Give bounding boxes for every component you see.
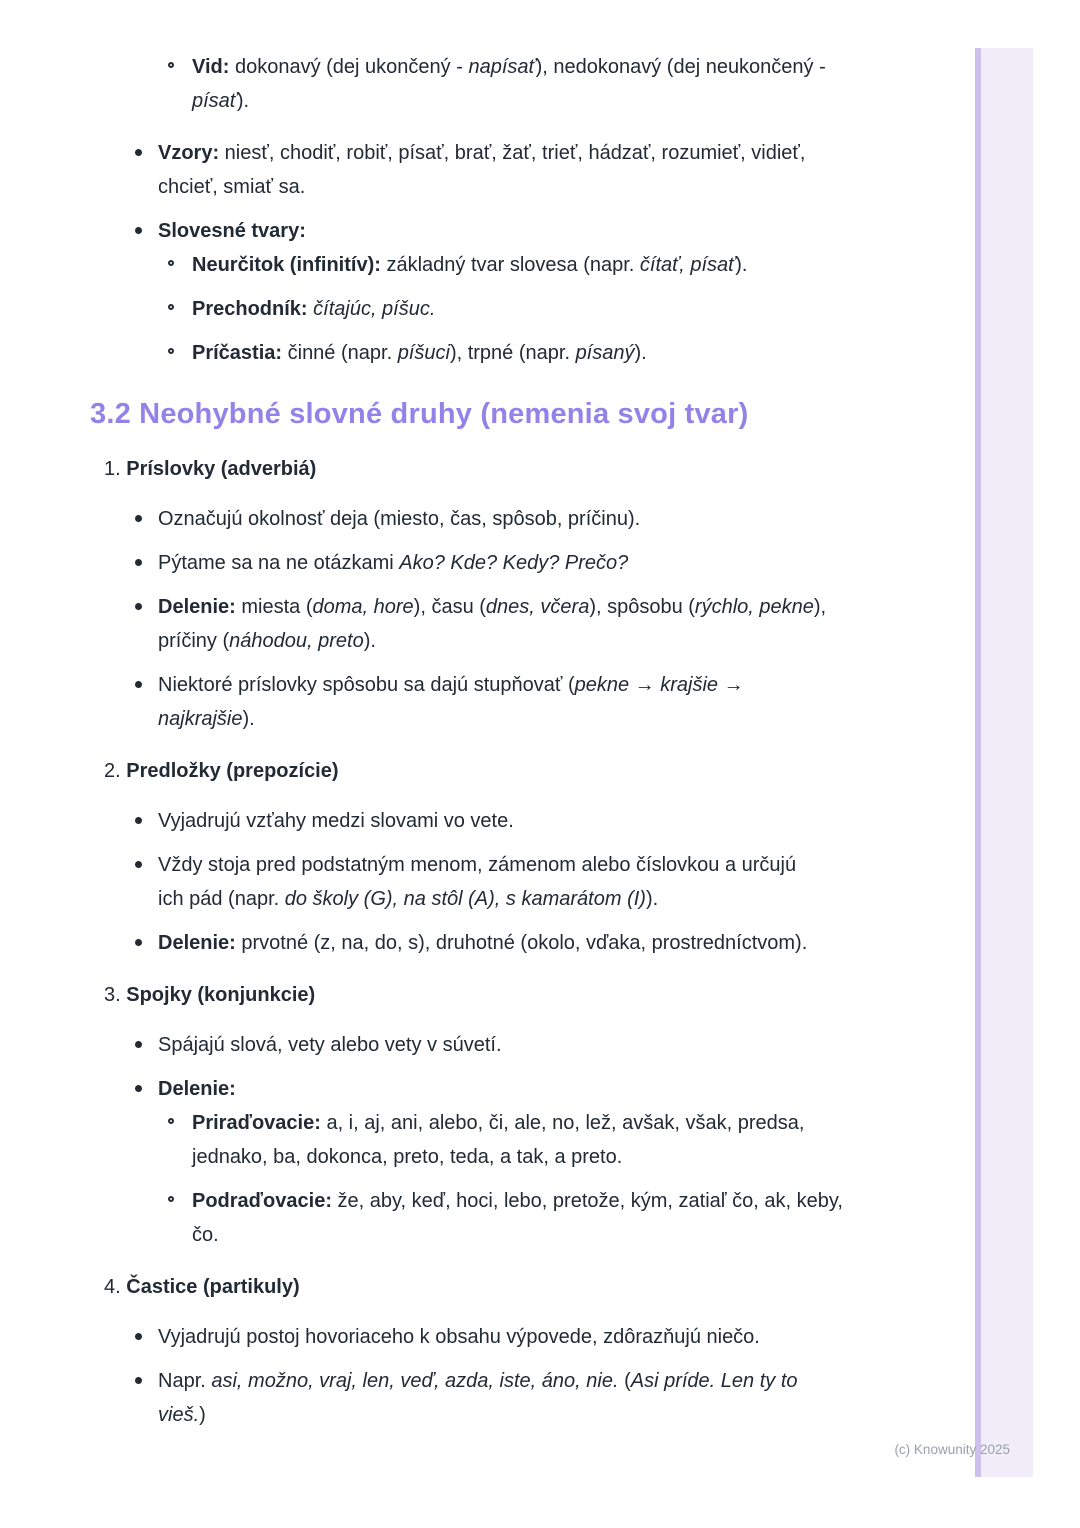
bullet-item bbox=[0, 546, 965, 580]
page-edge-stripe bbox=[975, 48, 981, 1477]
document-content bbox=[0, 50, 965, 1432]
text-segment: príčiny ( bbox=[158, 630, 230, 652]
text-segment: Vyjadrujú vzťahy medzi slovami vo vete. bbox=[158, 810, 514, 832]
numbered-heading-title: Predložky (prepozície) bbox=[126, 760, 339, 782]
text-segment: ich pád (napr. bbox=[158, 888, 285, 910]
disc-bullet-icon bbox=[135, 939, 142, 946]
text-segment: Spájajú slová, vety alebo vety v súvetí. bbox=[158, 1034, 502, 1056]
bullet-item bbox=[0, 136, 965, 204]
section-heading: 3.2 Neohybné slovné druhy (nemenia svoj tvar) bbox=[90, 398, 749, 430]
sub-bullet-item bbox=[0, 248, 965, 282]
text-segment: Napr. bbox=[158, 1370, 212, 1392]
bullet-item bbox=[0, 1028, 965, 1062]
text-segment: Pýtame sa na ne otázkami bbox=[158, 552, 400, 574]
disc-bullet-icon bbox=[135, 681, 142, 688]
text-segment: jednako, ba, dokonca, preto, teda, a tak, a preto. bbox=[192, 1146, 623, 1168]
text-segment: Príčastia: bbox=[192, 342, 283, 364]
text-segment: Niektoré príslovky spôsobu sa dajú stupňovať ( bbox=[158, 674, 575, 696]
circle-bullet-icon bbox=[168, 62, 174, 68]
text-segment: do školy (G), na stôl (A), s kamarátom (I) bbox=[284, 888, 646, 910]
circle-bullet-icon bbox=[168, 1196, 174, 1202]
bullet-item bbox=[0, 1320, 965, 1354]
text-segment: a, i, aj, ani, alebo, či, ale, no, lež, avšak, však, predsa, bbox=[320, 1112, 805, 1134]
text-segment: ) bbox=[199, 1404, 206, 1426]
text-segment: Vid: bbox=[192, 56, 230, 78]
text-segment: písať bbox=[192, 90, 237, 112]
text-segment: ). bbox=[363, 630, 376, 652]
circle-bullet-icon bbox=[168, 260, 174, 266]
bullet-item bbox=[0, 502, 965, 536]
numbered-heading-prefix: 1. bbox=[104, 458, 121, 480]
text-segment: Vyjadrujú postoj hovoriaceho k obsahu výpovede, zdôrazňujú niečo. bbox=[158, 1326, 760, 1348]
text-segment: Asi príde. Len ty to bbox=[630, 1370, 798, 1392]
bullet-item bbox=[0, 1072, 965, 1106]
disc-bullet-icon bbox=[135, 817, 142, 824]
numbered-heading bbox=[0, 978, 965, 1012]
text-segment: čítajúc, píšuc. bbox=[313, 298, 436, 320]
text-segment: ( bbox=[618, 1370, 631, 1392]
text-segment: ). bbox=[645, 888, 659, 910]
disc-bullet-icon bbox=[135, 559, 142, 566]
bullet-item bbox=[0, 926, 965, 960]
numbered-heading-title: Častice (partikuly) bbox=[126, 1276, 300, 1298]
text-segment: pekne → krajšie → bbox=[574, 674, 744, 696]
circle-bullet-icon bbox=[168, 1118, 174, 1124]
sub-bullet-item bbox=[0, 336, 965, 370]
bullet-item bbox=[0, 848, 965, 916]
text-segment: písaný bbox=[575, 342, 635, 364]
disc-bullet-icon bbox=[135, 861, 142, 868]
text-segment: ). bbox=[735, 254, 748, 276]
text-segment: ), bbox=[813, 596, 827, 618]
text-segment: chcieť, smiať sa. bbox=[158, 176, 306, 198]
text-segment: dokonavý (dej ukončený - bbox=[229, 56, 469, 78]
text-segment: Delenie: bbox=[158, 1078, 236, 1100]
page-edge-strip bbox=[975, 48, 1033, 1477]
text-segment: Prechodník: bbox=[192, 298, 308, 320]
text-segment: Slovesné tvary: bbox=[158, 220, 306, 242]
bullet-item bbox=[0, 1364, 965, 1432]
text-segment: dnes, včera bbox=[485, 596, 590, 618]
text-segment: niesť, chodiť, robiť, písať, brať, žať, trieť, hádzať, rozumieť, vidieť, bbox=[219, 142, 806, 164]
sub-bullet-item bbox=[0, 292, 965, 326]
text-segment: rýchlo, pekne bbox=[694, 596, 814, 618]
text-segment: náhodou, preto bbox=[229, 630, 364, 652]
bullet-item bbox=[0, 590, 965, 658]
text-segment: základný tvar slovesa (napr. bbox=[380, 254, 640, 276]
bullet-item bbox=[0, 214, 965, 248]
text-segment: Delenie: bbox=[158, 596, 236, 618]
text-segment: čo. bbox=[192, 1224, 219, 1246]
text-segment: napísať bbox=[468, 56, 536, 78]
text-segment: doma, hore bbox=[312, 596, 414, 618]
numbered-heading-title: Spojky (konjunkcie) bbox=[126, 984, 316, 1006]
text-segment: miesta ( bbox=[235, 596, 313, 618]
disc-bullet-icon bbox=[135, 603, 142, 610]
text-segment: Priraďovacie: bbox=[192, 1112, 321, 1134]
bullet-item bbox=[0, 804, 965, 838]
sub-bullet-item bbox=[0, 50, 965, 118]
disc-bullet-icon bbox=[135, 1041, 142, 1048]
text-segment: že, aby, keď, hoci, lebo, pretože, kým, zatiaľ čo, ak, keby, bbox=[331, 1190, 843, 1212]
copyright-watermark: (c) Knowunity 2025 bbox=[894, 1442, 1010, 1457]
numbered-heading-prefix: 2. bbox=[104, 760, 121, 782]
bullet-item bbox=[0, 668, 965, 736]
disc-bullet-icon bbox=[135, 1085, 142, 1092]
sub-bullet-item bbox=[0, 1184, 965, 1252]
text-segment: Ako? Kde? Kedy? Prečo? bbox=[399, 552, 629, 574]
text-segment: činné (napr. bbox=[282, 342, 398, 364]
text-segment: píšuci bbox=[397, 342, 450, 364]
sub-bullet-item bbox=[0, 1106, 965, 1174]
text-segment: prvotné (z, na, do, s), druhotné (okolo, vďaka, prostredníctvom). bbox=[235, 932, 808, 954]
numbered-heading-prefix: 4. bbox=[104, 1276, 121, 1298]
text-segment: Vždy stoja pred podstatným menom, zámenom alebo číslovkou a určujú bbox=[158, 854, 797, 876]
numbered-heading bbox=[0, 754, 965, 788]
text-segment: ), spôsobu ( bbox=[589, 596, 695, 618]
numbered-heading bbox=[0, 452, 965, 486]
circle-bullet-icon bbox=[168, 348, 174, 354]
disc-bullet-icon bbox=[135, 149, 142, 156]
numbered-heading bbox=[0, 1270, 965, 1304]
text-segment: čítať, písať bbox=[639, 254, 736, 276]
text-segment: ). bbox=[242, 708, 255, 730]
text-segment: najkrajšie bbox=[158, 708, 243, 730]
numbered-heading-prefix: 3. bbox=[104, 984, 121, 1006]
text-segment: Delenie: bbox=[158, 932, 236, 954]
text-segment: ), trpné (napr. bbox=[449, 342, 576, 364]
disc-bullet-icon bbox=[135, 515, 142, 522]
text-segment: Označujú okolnosť deja (miesto, čas, spôsob, príčinu). bbox=[158, 508, 641, 530]
disc-bullet-icon bbox=[135, 1377, 142, 1384]
text-segment: vieš. bbox=[158, 1404, 200, 1426]
text-segment: ). bbox=[236, 90, 250, 112]
text-segment: ), času ( bbox=[413, 596, 486, 618]
disc-bullet-icon bbox=[135, 227, 142, 234]
text-segment: ), nedokonavý (dej neukončený - bbox=[535, 56, 826, 78]
text-segment: Vzory: bbox=[158, 142, 220, 164]
disc-bullet-icon bbox=[135, 1333, 142, 1340]
numbered-heading-title: Príslovky (adverbiá) bbox=[126, 458, 317, 480]
text-segment: Podraďovacie: bbox=[192, 1190, 332, 1212]
text-segment: Neurčitok (infinitív): bbox=[192, 254, 381, 276]
text-segment: asi, možno, vraj, len, veď, azda, iste, áno, nie. bbox=[211, 1370, 619, 1392]
text-segment: ). bbox=[634, 342, 647, 364]
circle-bullet-icon bbox=[168, 304, 174, 310]
